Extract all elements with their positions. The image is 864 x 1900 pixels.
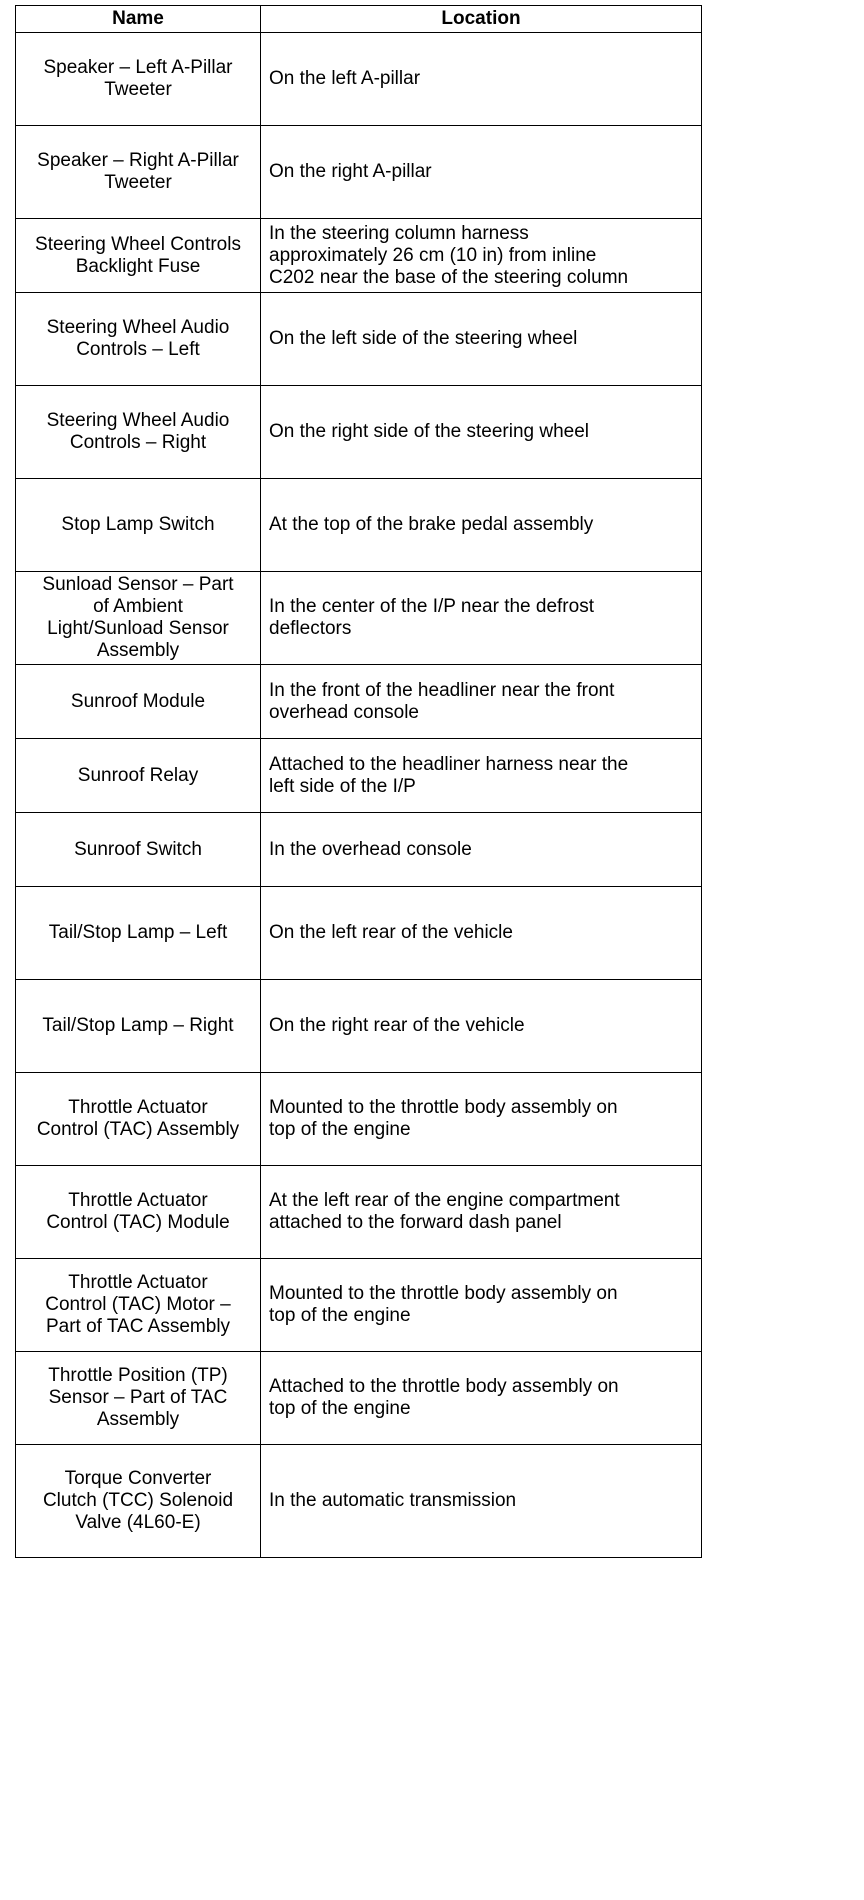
table-row bbox=[16, 33, 702, 126]
location-cell bbox=[261, 665, 702, 739]
name-text: Tail/Stop Lamp – Right bbox=[42, 1015, 234, 1036]
name-text: Torque Converter Clutch (TCC) Solenoid Valve (4L60-E) bbox=[42, 1468, 234, 1533]
name-text: Throttle Position (TP) Sensor – Part of TAC Assembly bbox=[48, 1365, 228, 1430]
name-cell bbox=[16, 219, 261, 293]
location-cell bbox=[261, 739, 702, 813]
name-text: Stop Lamp Switch bbox=[61, 514, 215, 535]
table-row bbox=[16, 813, 702, 887]
table-row bbox=[16, 1073, 702, 1166]
name-text: Throttle Actuator Control (TAC) Module bbox=[46, 1190, 230, 1233]
location-cell bbox=[261, 572, 702, 665]
name-text: Throttle Actuator Control (TAC) Assembly bbox=[36, 1097, 240, 1140]
location-cell bbox=[261, 887, 702, 980]
table-row bbox=[16, 1166, 702, 1259]
table-row bbox=[16, 293, 702, 386]
location-text: In the automatic transmission bbox=[269, 1490, 517, 1511]
location-cell bbox=[261, 1352, 702, 1445]
location-text: In the front of the headliner near the front overhead console bbox=[269, 679, 615, 723]
name-cell bbox=[16, 572, 261, 665]
location-text: On the left side of the steering wheel bbox=[269, 328, 578, 349]
name-cell bbox=[16, 1352, 261, 1445]
location-cell bbox=[261, 386, 702, 479]
table-row bbox=[16, 739, 702, 813]
name-text: Speaker – Right A-Pillar Tweeter bbox=[37, 150, 239, 193]
location-cell bbox=[261, 1445, 702, 1558]
location-text: Mounted to the throttle body assembly on top of the engine bbox=[269, 1097, 618, 1140]
location-text: On the left A-pillar bbox=[269, 68, 421, 89]
name-cell bbox=[16, 479, 261, 572]
name-cell bbox=[16, 1259, 261, 1352]
component-location-table bbox=[15, 5, 702, 1558]
component-location-table-wrapper bbox=[15, 5, 701, 1558]
name-text: Steering Wheel Audio Controls – Right bbox=[46, 410, 230, 453]
name-cell bbox=[16, 293, 261, 386]
location-cell bbox=[261, 980, 702, 1073]
table-row bbox=[16, 1259, 702, 1352]
table-row bbox=[16, 980, 702, 1073]
location-text: At the top of the brake pedal assembly bbox=[269, 514, 594, 535]
name-cell bbox=[16, 126, 261, 219]
name-cell bbox=[16, 980, 261, 1073]
table-row bbox=[16, 386, 702, 479]
location-cell bbox=[261, 33, 702, 126]
location-cell bbox=[261, 1166, 702, 1259]
name-cell bbox=[16, 386, 261, 479]
column-header-name: Name bbox=[16, 6, 261, 33]
location-text: In the center of the I/P near the defrost deflectors bbox=[269, 596, 594, 639]
table-row bbox=[16, 219, 702, 293]
table-row bbox=[16, 1352, 702, 1445]
name-text: Sunroof Relay bbox=[77, 764, 199, 786]
location-cell bbox=[261, 293, 702, 386]
column-header-location: Location bbox=[261, 6, 702, 33]
table-row bbox=[16, 126, 702, 219]
location-cell bbox=[261, 219, 702, 293]
location-text: On the right A-pillar bbox=[269, 161, 432, 182]
location-cell bbox=[261, 1259, 702, 1352]
name-text: Throttle Actuator Control (TAC) Motor – Part of TAC Assembly bbox=[45, 1272, 231, 1337]
name-cell bbox=[16, 665, 261, 739]
location-text: At the left rear of the engine compartment attached to the forward dash panel bbox=[269, 1190, 620, 1233]
table-row bbox=[16, 887, 702, 980]
location-text: In the steering column harness approximately 26 cm (10 in) from inline C202 near the base of the steering column bbox=[269, 222, 629, 288]
name-text: Steering Wheel Controls Backlight Fuse bbox=[35, 233, 241, 277]
location-text: In the overhead console bbox=[269, 838, 472, 860]
location-cell bbox=[261, 126, 702, 219]
location-cell bbox=[261, 479, 702, 572]
location-text: On the right side of the steering wheel bbox=[269, 421, 590, 442]
table-row bbox=[16, 479, 702, 572]
location-cell bbox=[261, 813, 702, 887]
name-cell bbox=[16, 739, 261, 813]
location-text: On the left rear of the vehicle bbox=[269, 922, 513, 943]
location-text: Attached to the headliner harness near the left side of the I/P bbox=[269, 753, 629, 797]
name-text: Steering Wheel Audio Controls – Left bbox=[46, 317, 230, 360]
table-row bbox=[16, 1445, 702, 1558]
location-cell bbox=[261, 1073, 702, 1166]
name-text: Sunload Sensor – Part of Ambient Light/Sunload Sensor Assembly bbox=[42, 574, 234, 661]
name-cell bbox=[16, 33, 261, 126]
location-text: Attached to the throttle body assembly on top of the engine bbox=[269, 1376, 619, 1419]
name-cell bbox=[16, 813, 261, 887]
name-text: Speaker – Left A-Pillar Tweeter bbox=[43, 57, 233, 100]
name-text: Tail/Stop Lamp – Left bbox=[48, 922, 228, 943]
name-cell bbox=[16, 1166, 261, 1259]
table-row bbox=[16, 572, 702, 665]
name-cell bbox=[16, 1073, 261, 1166]
name-cell bbox=[16, 1445, 261, 1558]
name-text: Sunroof Module bbox=[70, 690, 206, 712]
location-text: Mounted to the throttle body assembly on top of the engine bbox=[269, 1283, 618, 1326]
name-text: Sunroof Switch bbox=[74, 838, 202, 860]
name-cell bbox=[16, 887, 261, 980]
location-text: On the right rear of the vehicle bbox=[269, 1015, 525, 1036]
table-row bbox=[16, 665, 702, 739]
table-header-row bbox=[16, 6, 702, 33]
